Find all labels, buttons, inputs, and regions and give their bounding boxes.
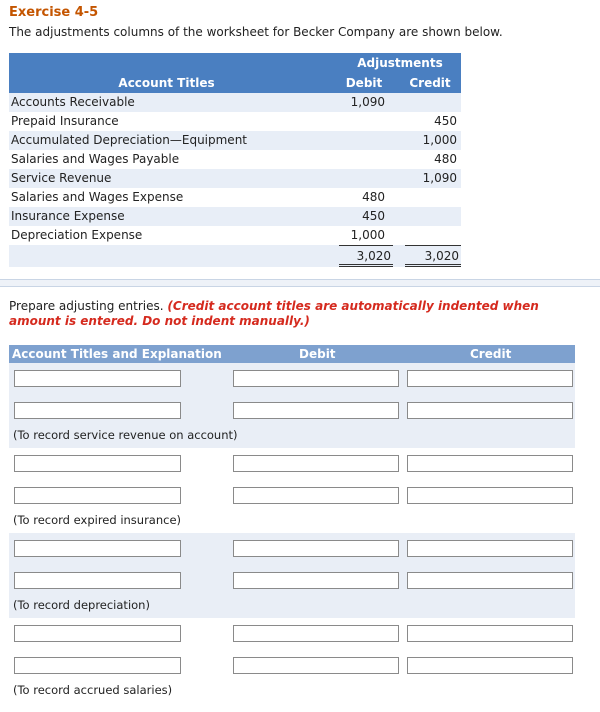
account-title-input[interactable] bbox=[14, 487, 181, 504]
account-name: Insurance Expense bbox=[11, 209, 125, 223]
debit-amount: 1,000 bbox=[350, 228, 385, 242]
instructions-text: Prepare adjusting entries. bbox=[9, 299, 164, 313]
journal-line bbox=[9, 650, 575, 682]
account-name: Accounts Receivable bbox=[11, 95, 135, 109]
credit-input[interactable] bbox=[407, 540, 573, 557]
journal-line bbox=[9, 618, 575, 650]
account-name: Accumulated Depreciation—Equipment bbox=[11, 133, 248, 147]
credit-amount: 480 bbox=[434, 152, 457, 166]
worksheet-header bbox=[9, 53, 461, 93]
account-name: Salaries and Wages Expense bbox=[11, 190, 184, 204]
debit-input[interactable] bbox=[233, 572, 399, 589]
worksheet-row bbox=[9, 131, 461, 150]
journal-entry bbox=[9, 533, 575, 618]
debit-amount: 480 bbox=[362, 190, 385, 204]
journal-entry bbox=[9, 448, 575, 533]
account-title-input[interactable] bbox=[14, 572, 181, 589]
journal-entry bbox=[9, 618, 575, 703]
debit-amount: 450 bbox=[362, 209, 385, 223]
journal-debit-header: Debit bbox=[299, 347, 336, 361]
account-title-input[interactable] bbox=[14, 657, 181, 674]
journal-line bbox=[9, 565, 575, 597]
journal-header bbox=[9, 345, 575, 363]
credit-amount: 1,000 bbox=[422, 133, 457, 147]
debit-header: Debit bbox=[345, 76, 383, 90]
entry-explanation: (To record depreciation) bbox=[13, 598, 150, 612]
credit-input[interactable] bbox=[407, 370, 573, 387]
journal-line bbox=[9, 363, 575, 395]
worksheet-table bbox=[9, 53, 461, 267]
account-name: Depreciation Expense bbox=[11, 228, 143, 242]
worksheet-totals-row bbox=[9, 245, 461, 267]
account-title-input[interactable] bbox=[14, 370, 181, 387]
credit-input[interactable] bbox=[407, 657, 573, 674]
total-debit: 3,020 bbox=[356, 249, 391, 263]
account-title-input[interactable] bbox=[14, 455, 181, 472]
credit-amount: 450 bbox=[434, 114, 457, 128]
instructions-note: (Credit account titles are automatically indented when amount is entered. Do not indent manually.) bbox=[9, 299, 539, 328]
journal-line bbox=[9, 480, 575, 512]
worksheet-row bbox=[9, 112, 461, 131]
credit-amount: 1,090 bbox=[422, 171, 457, 185]
debit-input[interactable] bbox=[233, 657, 399, 674]
worksheet-row bbox=[9, 226, 461, 245]
journal-entry bbox=[9, 363, 575, 448]
total-credit: 3,020 bbox=[424, 249, 459, 263]
debit-amount: 1,090 bbox=[350, 95, 385, 109]
account-titles-header: Account Titles bbox=[118, 76, 215, 90]
credit-input[interactable] bbox=[407, 487, 573, 504]
debit-input[interactable] bbox=[233, 540, 399, 557]
entry-explanation: (To record service revenue on account) bbox=[13, 428, 238, 442]
adjustments-header: Adjustments bbox=[357, 56, 443, 70]
credit-input[interactable] bbox=[407, 625, 573, 642]
journal-line bbox=[9, 395, 575, 427]
worksheet-row bbox=[9, 207, 461, 226]
account-name: Prepaid Insurance bbox=[11, 114, 119, 128]
credit-input[interactable] bbox=[407, 455, 573, 472]
account-title-input[interactable] bbox=[14, 402, 181, 419]
worksheet-row bbox=[9, 93, 461, 112]
credit-header: Credit bbox=[409, 76, 451, 90]
credit-input[interactable] bbox=[407, 402, 573, 419]
debit-input[interactable] bbox=[233, 402, 399, 419]
debit-input[interactable] bbox=[233, 625, 399, 642]
worksheet-row bbox=[9, 188, 461, 207]
entry-explanation: (To record expired insurance) bbox=[13, 513, 182, 527]
instructions bbox=[9, 299, 594, 329]
worksheet-row bbox=[9, 169, 461, 188]
journal-credit-header: Credit bbox=[470, 347, 512, 361]
exercise-title: Exercise 4-5 bbox=[9, 5, 99, 20]
credit-input[interactable] bbox=[407, 572, 573, 589]
debit-input[interactable] bbox=[233, 455, 399, 472]
account-name: Salaries and Wages Payable bbox=[11, 152, 180, 166]
account-name: Service Revenue bbox=[11, 171, 112, 185]
account-title-input[interactable] bbox=[14, 625, 181, 642]
debit-input[interactable] bbox=[233, 487, 399, 504]
journal-entry-table bbox=[9, 345, 575, 703]
journal-line bbox=[9, 533, 575, 565]
journal-line bbox=[9, 448, 575, 480]
worksheet-row bbox=[9, 150, 461, 169]
section-divider bbox=[0, 279, 600, 287]
debit-input[interactable] bbox=[233, 370, 399, 387]
entry-explanation: (To record accrued salaries) bbox=[13, 683, 173, 697]
exercise-intro: The adjustments columns of the worksheet for Becker Company are shown below. bbox=[9, 25, 503, 39]
journal-account-header: Account Titles and Explanation bbox=[12, 347, 222, 361]
account-title-input[interactable] bbox=[14, 540, 181, 557]
